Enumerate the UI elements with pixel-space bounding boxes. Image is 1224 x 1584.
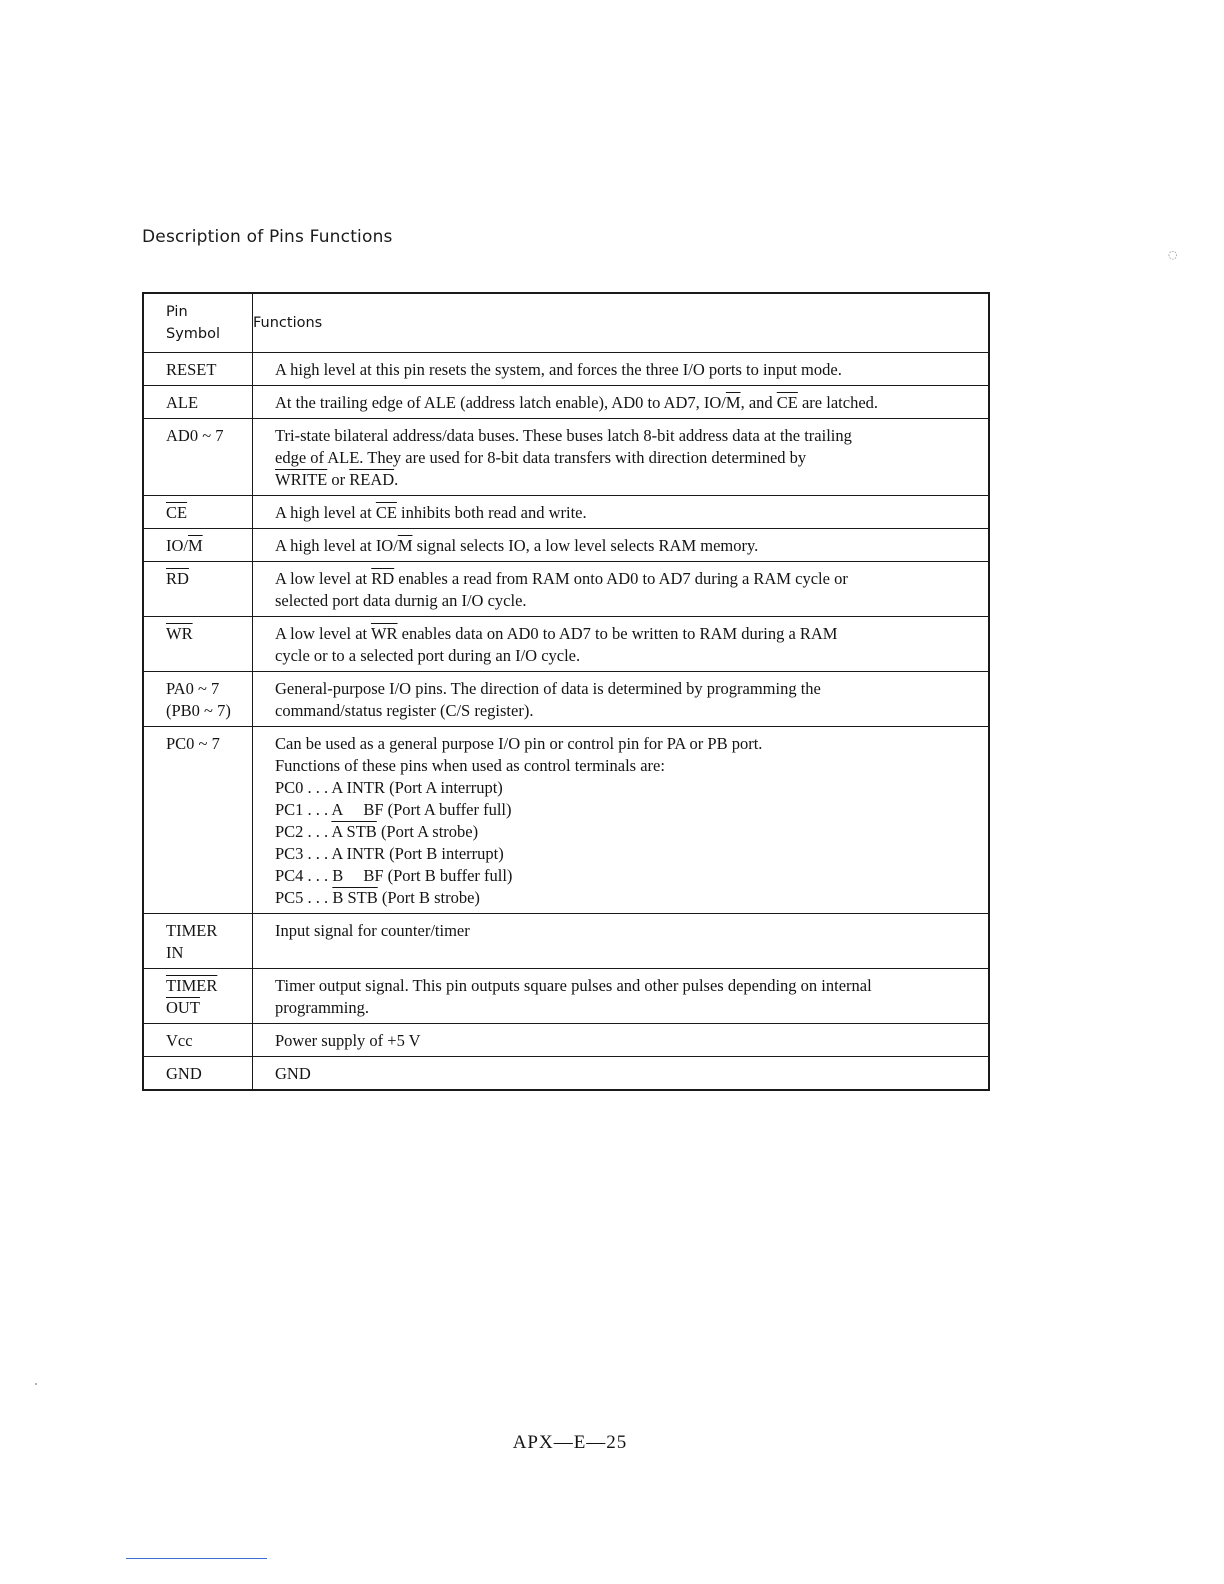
symbol-line: TIMER	[166, 921, 218, 940]
function-line	[275, 623, 978, 645]
symbol-line: PA0 ~ 7	[166, 679, 220, 698]
control-terminal-pc3: PC3 . . . A INTR (Port B interrupt)	[275, 844, 504, 863]
overlined-signal: $\overline{CE}$	[776, 393, 798, 412]
text-part: enables data on AD0 to AD7 to be written to RAM during a RAM	[397, 624, 838, 643]
pin-function	[253, 969, 990, 1024]
pin-function	[253, 529, 990, 562]
overlined-signal: $\overline{WR}$	[166, 624, 193, 643]
control-terminal-pc4	[275, 865, 978, 887]
symbol-line	[166, 997, 248, 1019]
text-part: (Port B strobe)	[377, 888, 480, 907]
overlined-signal: A STB	[331, 822, 377, 841]
table-row-gnd	[143, 1057, 989, 1091]
table-row-wr	[143, 617, 989, 672]
header-functions: Functions	[253, 293, 990, 353]
overlined-signal: $\overline{M}$	[188, 536, 203, 555]
pin-symbol: RESET	[143, 353, 253, 386]
overlined-signal: WRITE	[275, 470, 328, 489]
table-row-pc	[143, 727, 989, 914]
overlined-signal: READ	[349, 470, 395, 489]
pin-function	[253, 496, 990, 529]
text-part: BF (Port B buffer full)	[363, 866, 513, 885]
table-row-ad	[143, 419, 989, 496]
pin-symbol: PC0 ~ 7	[143, 727, 253, 914]
pin-symbol: GND	[143, 1057, 253, 1091]
function-line	[275, 469, 978, 491]
text-part: A high level at IO/	[275, 536, 398, 555]
function-line: Tri-state bilateral address/data buses. These buses latch 8-bit address data at the trailing	[275, 426, 852, 445]
pin-function	[253, 419, 990, 496]
table-row-iom	[143, 529, 989, 562]
pin-symbol: AD0 ~ 7	[143, 419, 253, 496]
overlined-signal: $\overline{RD}$	[166, 569, 189, 588]
pin-function: GND	[253, 1057, 990, 1091]
bottom-rule	[126, 1558, 267, 1559]
pin-function	[253, 672, 990, 727]
text-part: inhibits both read and write.	[396, 503, 587, 522]
pin-function: Input signal for counter/timer	[253, 914, 990, 969]
pin-function	[253, 562, 990, 617]
pin-symbol: ALE	[143, 386, 253, 419]
overlined-signal: $\overline{CE}$	[166, 503, 188, 522]
function-line: Functions of these pins when used as control terminals are:	[275, 756, 665, 775]
text-part: A low level at	[275, 569, 372, 588]
function-line: command/status register (C/S register).	[275, 701, 534, 720]
pin-function	[253, 386, 990, 419]
function-line: selected port data durnig an I/O cycle.	[275, 591, 527, 610]
function-line	[275, 568, 978, 590]
symbol-line: IN	[166, 943, 184, 962]
overlined-signal: $\overline{M}$	[397, 536, 413, 555]
pin-symbol	[143, 529, 253, 562]
text-part: signal selects IO, a low level selects RAM memory.	[412, 536, 759, 555]
control-terminal-pc1	[275, 799, 978, 821]
header-pin-symbol	[143, 293, 253, 353]
table-header-row	[143, 293, 989, 353]
function-line: programming.	[275, 998, 369, 1017]
text-part: PC4 . . . B	[275, 866, 344, 885]
text-part: PC2 . . .	[275, 822, 332, 841]
table-row-ale	[143, 386, 989, 419]
function-line: cycle or to a selected port during an I/O cycle.	[275, 646, 581, 665]
overlined-signal: B STB	[332, 888, 378, 907]
pin-symbol	[143, 672, 253, 727]
pin-function	[253, 617, 990, 672]
text-part: PC5 . . .	[275, 888, 333, 907]
table-row-timer-out	[143, 969, 989, 1024]
table-row-ce	[143, 496, 989, 529]
pin-symbol: Vcc	[143, 1024, 253, 1057]
text-part: .	[394, 470, 399, 489]
text-part: At the trailing edge of ALE (address latch enable), AD0 to AD7, IO/	[275, 393, 726, 412]
overlined-signal: $\overline{WR}$	[370, 624, 398, 643]
page-title: Description of Pins Functions	[142, 227, 393, 247]
control-terminal-pc2	[275, 821, 978, 843]
scan-speck	[35, 1383, 37, 1385]
pin-functions-table	[142, 292, 990, 1091]
function-line: Can be used as a general purpose I/O pin or control pin for PA or PB port.	[275, 734, 763, 753]
page-number: APX—E—25	[512, 1432, 628, 1453]
pin-symbol	[143, 562, 253, 617]
pin-function	[253, 727, 990, 914]
text-part: enables a read from RAM onto AD0 to AD7 during a RAM cycle or	[394, 569, 848, 588]
text-part: IO/	[166, 536, 188, 555]
overlined-signal: $\overline{CE}$	[375, 503, 397, 522]
text-part: (Port A strobe)	[376, 822, 479, 841]
text-part: , and	[740, 393, 777, 412]
overlined-signal: TIMER	[166, 976, 218, 995]
function-line: General-purpose I/O pins. The direction of data is determined by programming the	[275, 679, 821, 698]
pin-symbol	[143, 496, 253, 529]
pin-symbol	[143, 617, 253, 672]
table-row-reset	[143, 353, 989, 386]
text-part: A high level at	[275, 503, 376, 522]
text-part: or	[327, 470, 350, 489]
function-line: edge of ALE. They are used for 8-bit data transfers with direction determined by	[275, 448, 807, 467]
scan-mark: ◌	[1168, 248, 1178, 261]
text-part: PC1 . . . A	[275, 800, 344, 819]
table-row-rd	[143, 562, 989, 617]
text-part: are latched.	[797, 393, 879, 412]
control-terminal-pc0: PC0 . . . A INTR (Port A interrupt)	[275, 778, 503, 797]
control-terminal-pc5	[275, 887, 978, 909]
overlined-signal: $\overline{M}$	[725, 393, 741, 412]
pin-symbol	[143, 914, 253, 969]
symbol-line	[166, 975, 248, 997]
table-row-timer-in	[143, 914, 989, 969]
text-part: A low level at	[275, 624, 371, 643]
pin-function: Power supply of +5 V	[253, 1024, 990, 1057]
overlined-signal: $\overline{RD}$	[371, 569, 395, 588]
overlined-signal: $\overline{OUT}$	[166, 998, 200, 1017]
header-pin-label: Pin	[166, 304, 188, 320]
header-symbol-label: Symbol	[166, 326, 221, 342]
function-line: Timer output signal. This pin outputs square pulses and other pulses depending on internal	[275, 976, 872, 995]
pin-function: A high level at this pin resets the system, and forces the three I/O ports to input mode.	[253, 353, 990, 386]
text-part: BF (Port A buffer full)	[363, 800, 512, 819]
symbol-line: (PB0 ~ 7)	[166, 701, 231, 720]
table-row-vcc	[143, 1024, 989, 1057]
table-row-pa	[143, 672, 989, 727]
pin-symbol	[143, 969, 253, 1024]
